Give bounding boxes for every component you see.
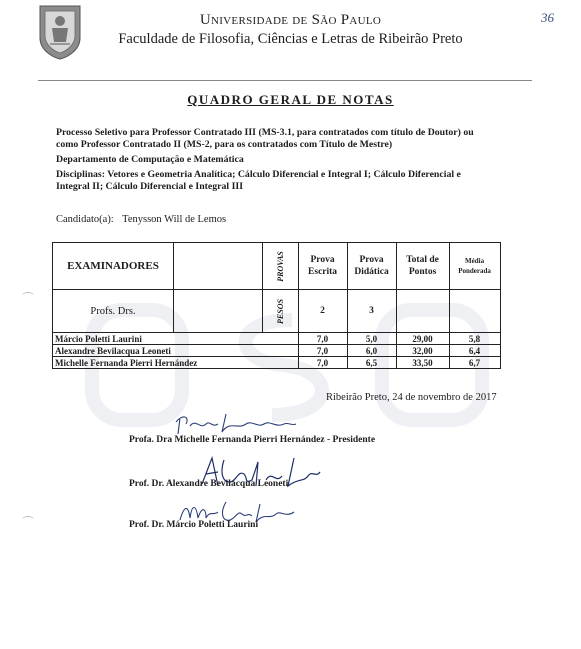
pesos-vertical-label: PESOS [263, 290, 299, 333]
examinadores-header: EXAMINADORES [53, 243, 174, 290]
examiner-name: Márcio Poletti Laurini [53, 333, 299, 345]
score-total: 29,00 [396, 333, 449, 345]
peso-didatica: 3 [347, 290, 396, 333]
score-didatica: 5,0 [347, 333, 396, 345]
score-escrita: 7,0 [298, 333, 347, 345]
header-divider [38, 80, 532, 81]
department-line: Departamento de Computação e Matemática [56, 154, 244, 165]
page-title: QUADRO GERAL DE NOTAS [187, 92, 394, 107]
score-media: 5,8 [449, 333, 500, 345]
faculty-name: Faculdade de Filosofia, Ciências e Letras de Ribeirão Preto [118, 31, 463, 47]
date-line: Ribeirão Preto, 24 de novembro de 2017 [326, 392, 497, 403]
process-line-1: Processo Seletivo para Professor Contratado III (MS-3.1, para contratados com título de Doutor) ou [56, 127, 474, 138]
candidate-name: Tenysson Will de Lemos [122, 214, 227, 225]
university-name: Universidade de São Paulo [199, 12, 382, 28]
examiner-name: Alexandre Bevilacqua Leoneti [53, 345, 299, 357]
candidate-label: Candidato(a): [56, 214, 114, 225]
table-row [53, 345, 501, 357]
disciplines-line-2: Integral II; Cálculo Diferencial e Integral III [56, 181, 244, 192]
punch-hole-mark [22, 516, 34, 523]
signature-line-marcio: Prof. Dr. Márcio Poletti Laurini [129, 520, 259, 530]
prova-didatica-header: Prova Didática [347, 243, 396, 290]
grades-table [52, 242, 501, 369]
provas-vertical-label: PROVAS [263, 243, 299, 290]
pesos-row [53, 290, 501, 333]
score-escrita: 7,0 [298, 357, 347, 369]
peso-total-blank [396, 290, 449, 333]
peso-escrita: 2 [298, 290, 347, 333]
peso-media-blank [449, 290, 500, 333]
punch-hole-mark [22, 292, 34, 299]
candidate-line [56, 214, 226, 225]
signature-line-alexandre: Prof. Dr. Alexandre Bevilacqua Leoneti [129, 479, 289, 489]
table-header-row [53, 243, 501, 290]
page-number-note: 36 [541, 10, 554, 25]
media-ponderada-header: Média Ponderada [449, 243, 500, 290]
table-row [53, 333, 501, 345]
disciplines-line-1: Disciplinas: Vetores e Geometria Analítica; Cálculo Diferencial e Integral I; Cálculo Diferencial e [56, 169, 461, 180]
score-total: 33,50 [396, 357, 449, 369]
process-line-2: como Professor Contratado II (MS-2, para os contratados com Título de Mestre) [56, 139, 393, 150]
score-media: 6,4 [449, 345, 500, 357]
prova-escrita-header: Prova Escrita [298, 243, 347, 290]
profs-label: Profs. Drs. [53, 290, 174, 333]
score-didatica: 6,5 [347, 357, 396, 369]
table-row [53, 357, 501, 369]
total-pontos-header: Total de Pontos [396, 243, 449, 290]
header-blank-cell [174, 243, 263, 290]
examiner-name: Michelle Fernanda Pierri Hernández [53, 357, 299, 369]
signature-michelle [172, 410, 300, 438]
score-escrita: 7,0 [298, 345, 347, 357]
score-media: 6,7 [449, 357, 500, 369]
pesos-blank-cell [174, 290, 263, 333]
signature-line-president: Profa. Dra Michelle Fernanda Pierri Hernández - Presidente [129, 435, 376, 445]
score-total: 32,00 [396, 345, 449, 357]
score-didatica: 6,0 [347, 345, 396, 357]
